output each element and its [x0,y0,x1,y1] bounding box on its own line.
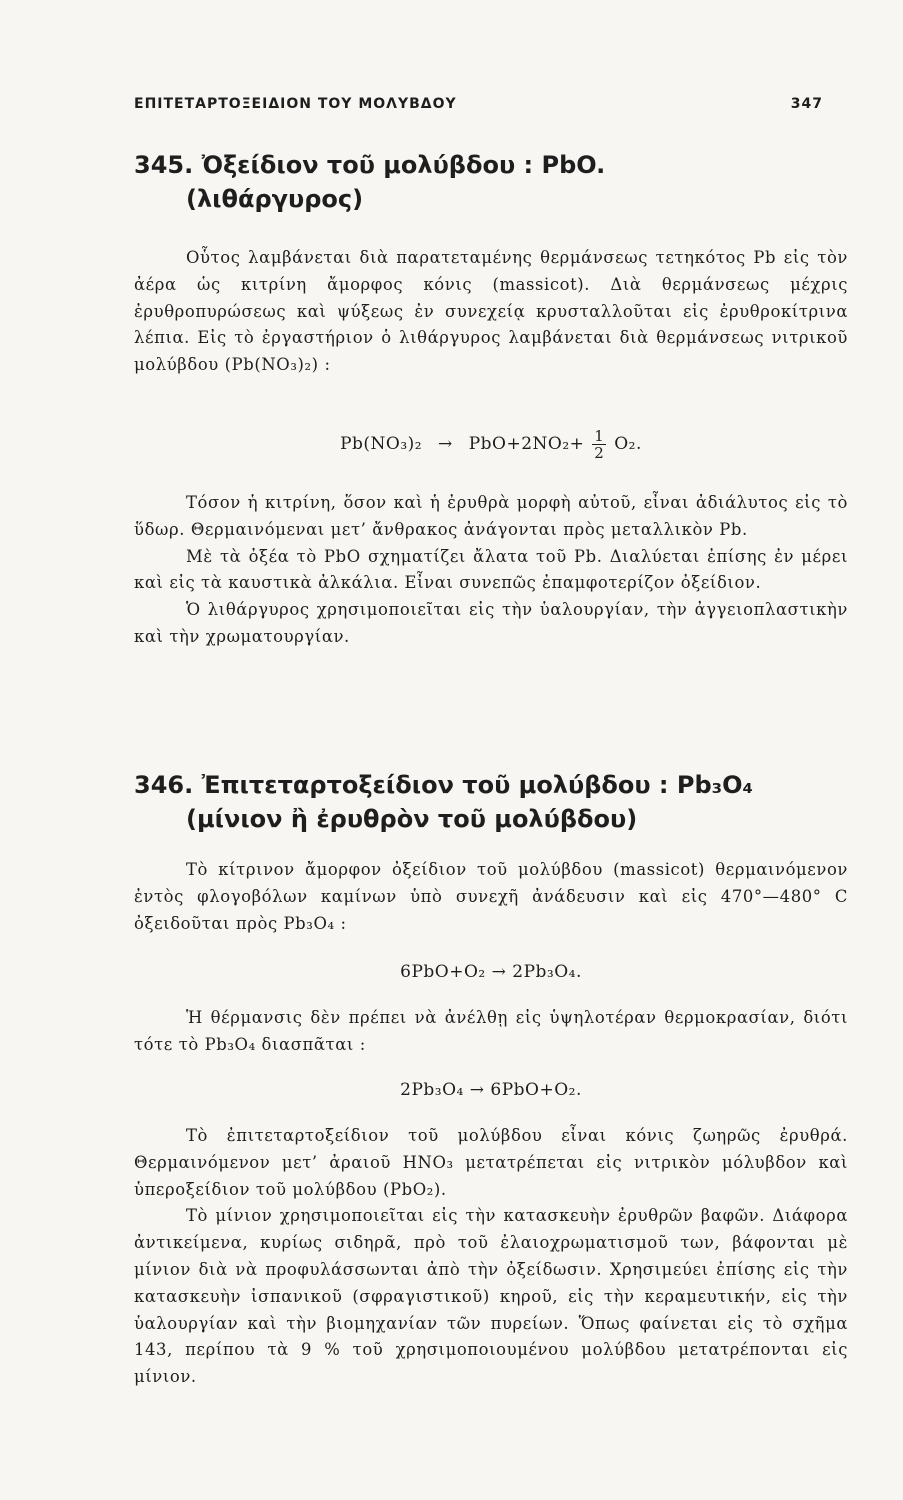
section-346-subtitle: (μίνιον ἢ ἐρυθρὸν τοῦ μολύβδου) [186,805,638,833]
reaction-arrow-icon: → [438,434,453,454]
section-345-paragraph-2: Τόσον ἡ κιτρίνη, ὅσον καὶ ἡ ἐρυθρὰ μορφὴ αὐτοῦ, εἶναι ἀδιάλυτος εἰς τὸ ὕδωρ. Θερμαινόμεναι μετ’ ἄνθρακος ἀνάγονται πρὸς μεταλλικὸν Pb. [134,493,848,539]
section-346-middle [134,1005,848,1059]
page-number: 347 [790,96,823,112]
section-346-paragraph-1: Τὸ κίτρινον ἄμορφον ὀξείδιον τοῦ μολύβδου (massicot) θερμαινόμενον ἐντὸς φλογοβόλων καμίνων ὑπὸ συνεχῆ ἀνάδευσιν καὶ εἰς 470°—480° C ὀξειδοῦται πρὸς Pb₃O₄ : [134,860,848,933]
section-346-body [134,1123,848,1391]
fraction-denominator: 2 [594,444,605,462]
fraction-one-half [592,428,606,461]
section-346-paragraph-4: Τὸ μίνιον χρησιμοποιεῖται εἰς τὴν κατασκευὴν ἐρυθρῶν βαφῶν. Διάφορα ἀντικείμενα, κυρίως σιδηρᾶ, πρὸ τοῦ ἐλαιοχρωματισμοῦ των, βάφονται μὲ μίνιον διὰ νὰ προφυλάσσωνται ἀπὸ τὴν ὀξείδωσιν. Χρησιμεύει ἐπίσης εἰς τὴν κατασκευὴν ἰσπανικοῦ (σφραγιστικοῦ) κηροῦ, εἰς τὴν κεραμευτικήν, εἰς τὴν ὑαλουργίαν καὶ τὴν βιομηχανίαν τῶν πυρείων. Ὅπως φαίνεται εἰς τὸ σχῆμα 143, περίπου τὰ 9 % τοῦ χρησιμοποιουμένου μολύβδου μετατρέπονται εἰς μίνιον. [134,1206,848,1387]
section-346-paragraph-2: Ἡ θέρμανσις δὲν πρέπει νὰ ἀνέλθῃ εἰς ὑψηλοτέραν θερμοκρασίαν, διότι τότε τὸ Pb₃O₄ διασπᾶται : [134,1008,848,1054]
section-345-intro [134,245,848,379]
section-345-body [134,490,848,651]
section-346-title: 346. Ἐπιτεταρτοξείδιον τοῦ μολύβδου : Pb₃O₄ [134,771,754,799]
equation-rhs: PbO+2NO₂+ [468,434,585,454]
section-345-subtitle: (λιθάργυρος) [186,185,364,213]
running-title: ΕΠΙΤΕΤΑΡΤΟΞΕΙΔΙΟΝ ΤΟΥ ΜΟΛΥΒΔΟΥ [134,96,457,112]
section-345-paragraph-3: Μὲ τὰ ὀξέα τὸ PbO σχηματίζει ἄλατα τοῦ Pb. Διαλύεται ἐπίσης ἐν μέρει καὶ εἰς τὰ καυστικὰ ἀλκάλια. Εἶναι συνεπῶς ἐπαμφοτερίζον ὀξείδιον. [134,546,848,593]
section-346-intro [134,857,848,937]
fraction-numerator: 1 [594,427,605,445]
section-346-heading [134,768,753,836]
section-345-paragraph-1: Οὗτος λαμβάνεται διὰ παρατεταμένης θερμάνσεως τετηκότος Pb εἰς τὸν ἀέρα ὡς κιτρίνη ἄμορφος κόνις (massicot). Διὰ θερμάνσεως μέχρις ἐρυθροπυρώσεως καὶ ψύξεως ἐν συνεχείᾳ κρυσταλλοῦται εἰς ἐρυθροκίτρινα λέπια. Εἰς τὸ ἐργαστήριον ὁ λιθάργυρος λαμβάνεται διὰ θερμάνσεως νιτρικοῦ μολύβδου (Pb(NO₃)₂) : [134,248,848,375]
section-345-paragraph-4: Ὁ λιθάργυρος χρησιμοποιεῖται εἰς τὴν ὑαλουργίαν, τὴν ἀγγειοπλαστικὴν καὶ τὴν χρωματουργίαν. [134,600,848,646]
section-345-title: 345. Ὀξείδιον τοῦ μολύβδου : PbO. [134,151,606,179]
equation-minium-decomposition: 2Pb₃O₄ → 6PbO+O₂. [400,1080,582,1100]
running-header [134,96,823,112]
section-345-heading [134,148,605,216]
equation-minium-formation: 6PbO+O₂ → 2Pb₃O₄. [400,962,582,982]
equation-lead-nitrate-decomposition [134,428,848,461]
section-346-paragraph-3: Τὸ ἐπιτεταρτοξείδιον τοῦ μολύβδου εἶναι κόνις ζωηρῶς ἐρυθρά. Θερμαινόμενον μετ’ ἀραιοῦ HNO₃ μετατρέπεται εἰς νιτρικὸν μόλυβδον καὶ ὑπεροξείδιον τοῦ μολύβδου (PbO₂). [134,1126,848,1199]
equation-tail: O₂. [614,434,642,454]
equation-lhs: Pb(NO₃)₂ [340,434,423,454]
